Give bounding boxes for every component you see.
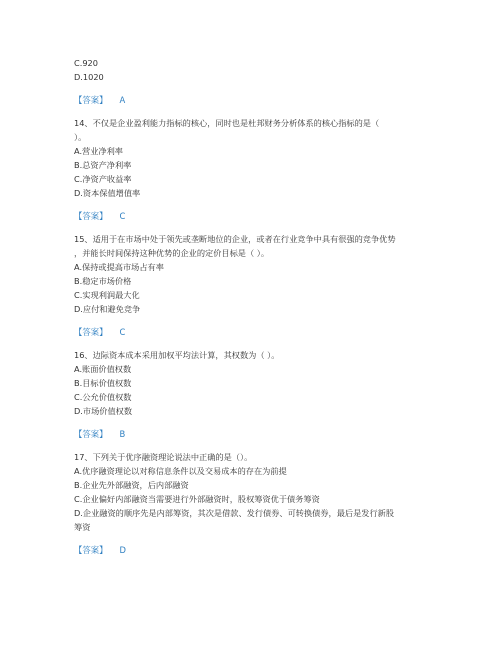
answer-line [74,326,434,338]
option-a: A.优序融资理论以对称信息条件以及交易成本的存在为前提 [74,466,287,476]
answer-label: 【答案】 [74,95,108,105]
question-17-stem: 17、下列关于优序融资理论说法中正确的是（）。 [74,452,253,462]
question-16-stem: 16、边际资本成本采用加权平均法计算，其权数为（ ）。 [74,350,280,360]
option-a: A.营业净利率 [74,146,123,156]
option-b: B.目标价值权数 [74,378,132,388]
option-d: D.应付和避免竞争 [74,304,141,314]
option-b: B.企业先外部融资，后内部融资 [74,480,189,490]
option-c: C.公允价值权数 [74,392,132,402]
option-c: C.净资产收益率 [74,174,132,184]
question-15-stem-cont: ，并能长时间保持这种优势的企业的定价目标是（ ）。 [74,248,270,258]
option-b: B.稳定市场价格 [74,276,132,286]
answer-value: A [119,95,126,105]
answer-line [74,94,434,106]
option-a: A.账面价值权数 [74,364,132,374]
option-c: C.实现利润最大化 [74,290,140,300]
answer-label: 【答案】 [74,211,108,221]
option-d: D.企业融资的顺序先是内部筹资，其次是借款、发行债券、可转换债券，最后是发行新股 [74,508,395,518]
answer-line [74,428,434,440]
answer-value: D [119,545,126,555]
option-d-cont: 筹资 [74,522,91,532]
answer-line [74,210,434,222]
option-a: A.保持或提高市场占有率 [74,262,164,272]
question-14-stem-cont: ）。 [74,132,87,142]
answer-label: 【答案】 [74,327,108,337]
question-14-stem: 14、不仅是企业盈利能力指标的核心，同时也是杜邦财务分析体系的核心指标的是（ [74,118,380,128]
answer-value: B [119,429,126,439]
option-d: D.资本保值增值率 [74,188,141,198]
answer-label: 【答案】 [74,429,108,439]
answer-value: C [119,211,126,221]
answer-label: 【答案】 [74,545,108,555]
option-c: C.920 [74,58,98,68]
option-b: B.总资产净利率 [74,160,132,170]
answer-value: C [119,327,126,337]
option-d: D.市场价值权数 [74,406,133,416]
question-15-stem: 15、适用于在市场中处于领先或垄断地位的企业，或者在行业竞争中具有很强的竞争优势 [74,234,396,244]
option-c: C.企业偏好内部融资当需要进行外部融资时，股权筹资优于债务筹资 [74,494,320,504]
option-d: D.1020 [74,72,104,82]
answer-line [74,544,434,556]
